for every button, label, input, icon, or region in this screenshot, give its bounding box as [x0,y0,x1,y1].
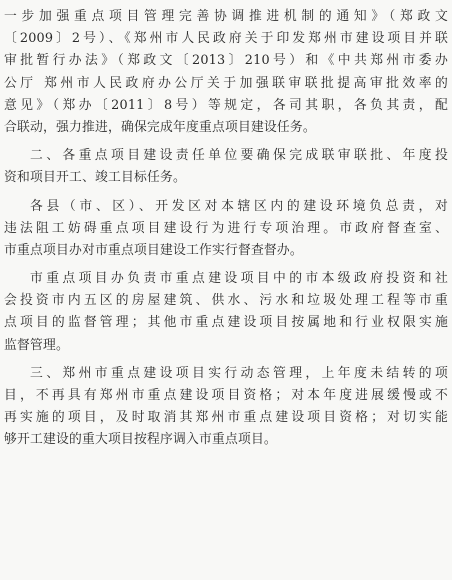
paragraph-supervision [4,268,448,357]
text-line: 意见》（郑办〔2011〕8号）等规定，各司其职，各负其责，配 [4,97,448,113]
paragraph-section-three [4,363,448,452]
text-line: 目，不再具有郑州市重点建设项目资格；对本年度进展缓慢或不 [4,388,448,403]
paragraph-county-responsibility [4,196,448,263]
text-line: 三、郑州市重点建设项目实行动态管理，上年度未结转的项 [30,365,448,381]
text-line: 再实施的项目，及时取消其郑州市重点建设项目资格；对切实能 [4,410,448,426]
text-line: 市重点项目办对市重点项目建设工作实行督查督办。 [4,242,303,258]
text-line: 公厅 郑州市人民政府办公厅关于加强联审联批提高审批效率的 [4,75,448,91]
text-line: 〔2009〕2号）、《郑州市人民政府关于印发郑州市建设项目并联 [4,31,448,47]
text-line: 一步加强重点项目管理完善协调推进机制的通知》（郑政文 [4,9,448,24]
paragraph-section-two [4,145,448,189]
paragraph-regulations [4,6,448,139]
text-line: 资和项目开工、竣工目标任务。 [4,170,186,186]
text-line: 够开工建设的重大项目按程序调入市重点项目。 [4,432,277,448]
text-line: 合联动，强力推进，确保完成年度重点项目建设任务。 [4,119,316,135]
text-line: 各县（市、区）、开发区对本辖区内的建设环境负总责，对 [30,198,448,214]
text-line: 点项目的监督管理；其他市重点建设项目按属地和行业权限实施 [4,315,448,331]
text-line: 监督管理。 [4,337,69,353]
text-line: 二、各重点项目建设责任单位要确保完成联审联批、年度投 [30,148,448,164]
text-line: 审批暂行办法》（郑政文〔2013〕210号）和《中共郑州市委办 [4,53,448,69]
text-line: 违法阻工妨碍重点项目建设行为进行专项治理。市政府督查室、 [4,220,448,236]
text-line: 会投资市内五区的房屋建筑、供水、污水和垃圾处理工程等市重 [4,293,448,309]
text-line: 市重点项目办负责市重点建设项目中的市本级政府投资和社 [30,271,448,287]
